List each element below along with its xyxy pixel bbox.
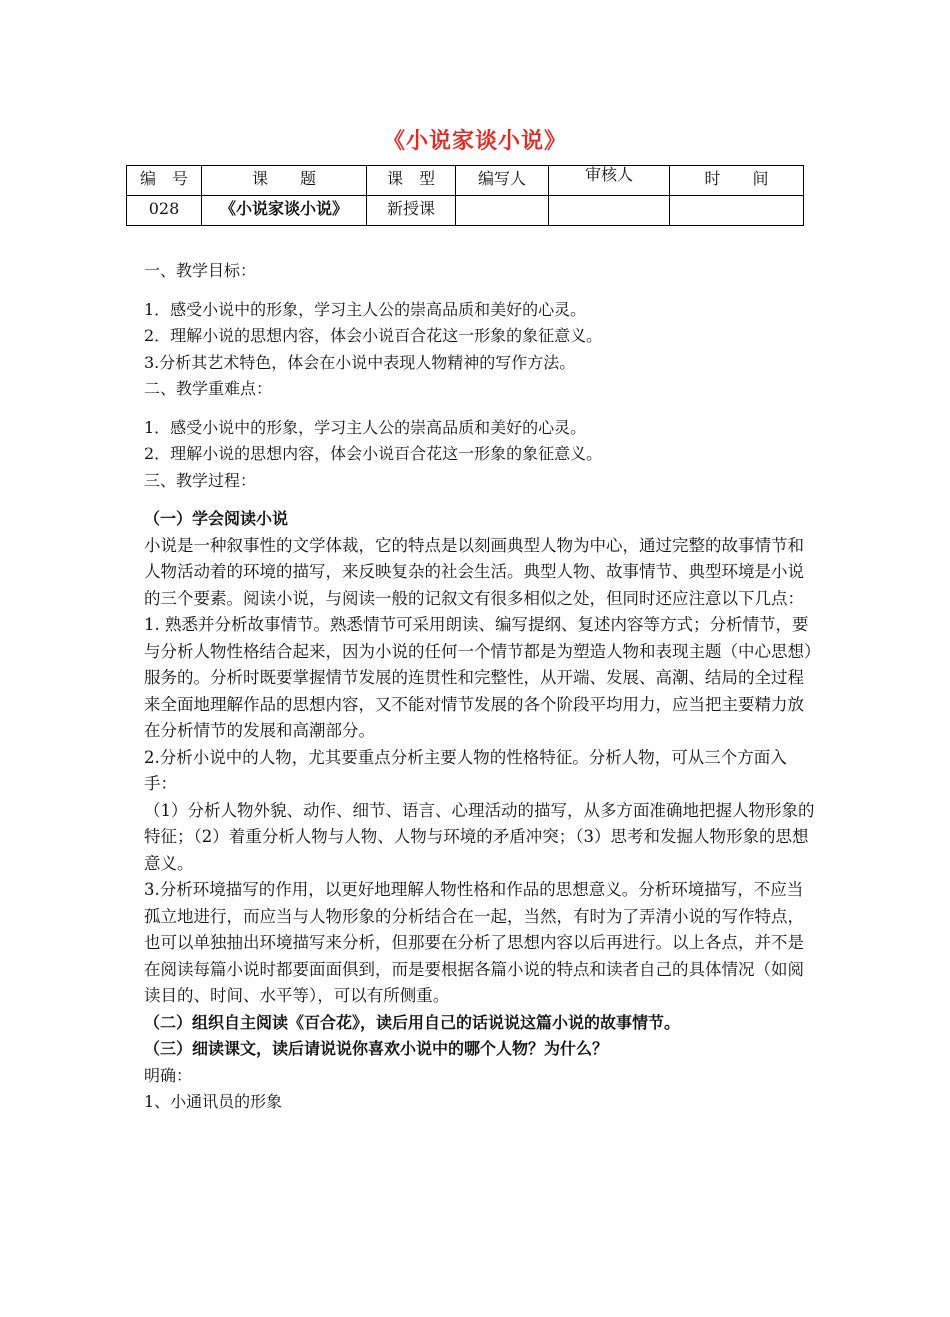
lesson-info-table [126,165,804,226]
cell-author [456,196,549,226]
key-point-item: 1．感受小说中的形象，学习主人公的崇高品质和美好的心灵。 [144,417,587,437]
goal-item: 1．感受小说中的形象，学习主人公的崇高品质和美好的心灵。 [144,299,587,319]
document-body [144,258,816,1116]
document-title: 《小说家谈小说》 [382,129,567,154]
clarify-item: 1、小通讯员的形象 [144,1092,283,1111]
part1-intro-paragraph: 小说是一种叙事性的文学体裁，它的特点是以刻画典型人物为中心，通过完整的故事情节和人物活动着的环境的描写，来反映复杂的社会生活。典型人物、故事情节、典型环境是小说的三个要素。阅读小说，与阅读一般的记叙文有很多相似之处，但同时还应注意以下几点： [144,535,804,608]
cell-topic: 《小说家谈小说》 [202,196,367,226]
point1-paragraph: 1. 熟悉并分析故事情节。熟悉情节可采用朗读、编写提纲、复述内容等方式；分析情节，要与分析人物性格结合起来，因为小说的任何一个情节都是为塑造人物和表现主题（中心思想）服务的。分析时既要掌握情节发展的连贯性和完整性，从开端、发展、高潮、结局的全过程来全面地理解作品的思想内容，又不能对情节发展的各个阶段平均用力，应当把主要精力放在分析情节的发展和高潮部分。 [144,615,813,740]
header-type: 课 型 [367,166,456,196]
part3-heading: （三）细读课文，读后请说说你喜欢小说中的哪个人物？为什么？ [144,1039,609,1058]
header-time: 时 间 [670,166,804,196]
key-point-item: 2．理解小说的思想内容，体会小说百合花这一形象的象征意义。 [144,444,603,463]
cell-number: 028 [127,196,202,226]
cell-reviewer [549,196,670,226]
point2-detail-paragraph: （1）分析人物外貌、动作、细节、语言、心理活动的描写，从多方面准确地把握人物形象的特征；（2）着重分析人物与人物、人物与环境的矛盾冲突；（3）思考和发掘人物形象的思想意义。 [144,800,815,873]
goal-item: 3.分析其艺术特色，体会在小说中表现人物精神的写作方法。 [144,352,576,372]
cell-type: 新授课 [367,196,456,226]
table-header-row [127,166,804,196]
section-heading-key-points: 二、教学重难点： [144,379,273,398]
part1-heading: （一）学会阅读小说 [144,509,289,528]
cell-time [670,196,804,226]
goal-item: 2．理解小说的思想内容，体会小说百合花这一形象的象征意义。 [144,326,603,345]
table-row [127,196,804,226]
header-number: 编 号 [127,166,202,196]
point3-paragraph: 3.分析环境描写的作用，以更好地理解人物性格和作品的思想意义。分析环境描写，不应当孤立地进行，而应当与人物形象的分析结合在一起，当然，有时为了弄清小说的写作特点，也可以单独抽出环境描写来分析，但那要在分析了思想内容以后再进行。以上各点，并不是在阅读每篇小说时都要面面俱到，而是要根据各篇小说的特点和读者自己的具体情况（如阅读目的、时间、水平等），可以有所侧重。 [144,880,804,1005]
point2-paragraph: 2.分析小说中的人物，尤其要重点分析主要人物的性格特征。分析人物，可从三个方面入手： [144,747,787,793]
header-topic: 课 题 [202,166,367,196]
header-author: 编写人 [456,166,549,196]
part2-heading: （二）组织自主阅读《百合花》，读后用自己的话说说这篇小说的故事情节。 [144,1012,681,1032]
clarify-label: 明确： [144,1065,193,1085]
header-reviewer: 审核人 [549,166,670,196]
section-heading-goals: 一、教学目标： [144,261,257,280]
section-heading-process: 三、教学过程： [144,470,257,490]
